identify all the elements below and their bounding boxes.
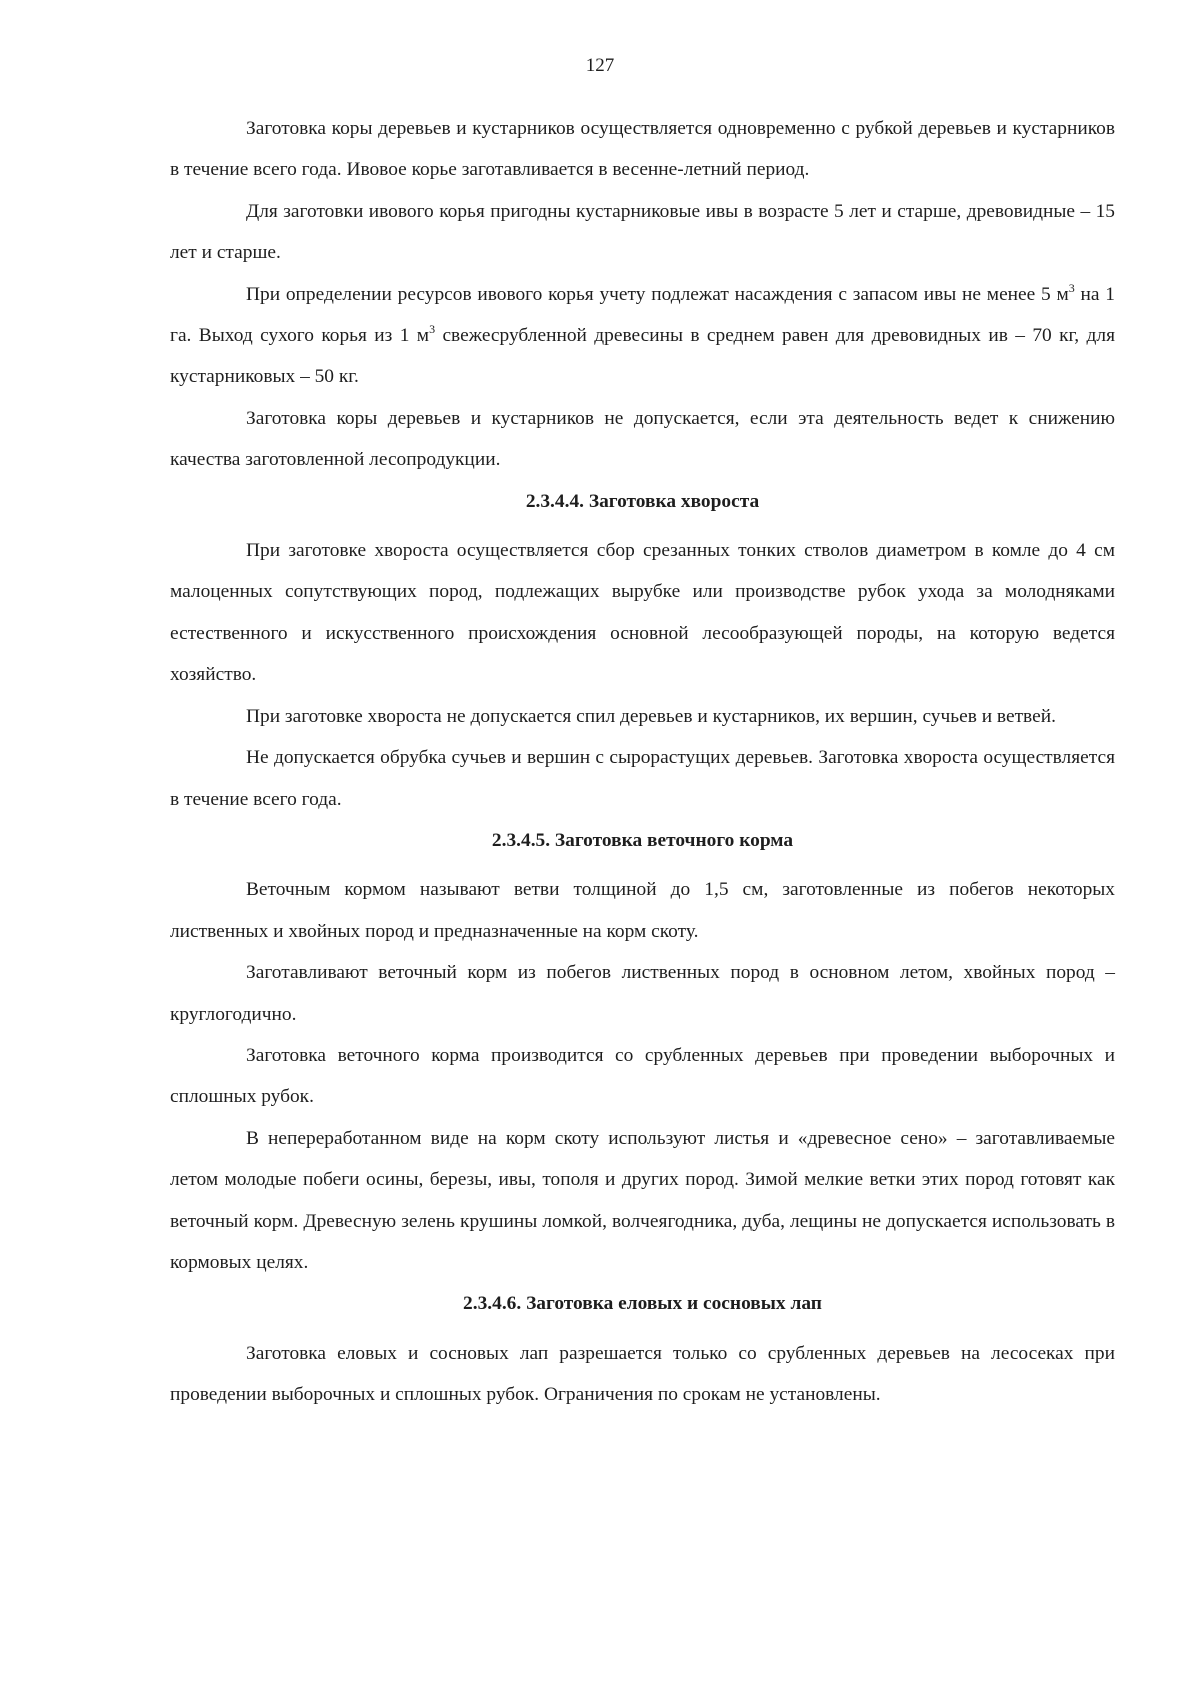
superscript: 3 [1068, 280, 1075, 295]
paragraph-fodder-source: Заготовка веточного корма производится со срубленных деревьев при проведении выборочных и сплошных рубок. [170, 1044, 1115, 1108]
paragraph-willow-age: Для заготовки ивового корья пригодны кустарниковые ивы в возрасте 5 лет и старше, древовидные – 15 лет и старше. [170, 200, 1115, 264]
heading-brushwood: 2.3.4.4. Заготовка хвороста [525, 490, 760, 512]
paragraph-brushwood-season: Не допускается обрубка сучьев и вершин с сырорастущих деревьев. Заготовка хвороста осуществляется в течение всего года. [170, 747, 1115, 810]
text-run: свежесрубленной древесины в среднем равен для древовидных ив – 70 кг, для кустарниковых – 50 кг. [170, 325, 1115, 388]
heading-branch-fodder: 2.3.4.5. Заготовка веточного корма [491, 829, 794, 851]
text-run: на 1 га. Выход сухого корья из 1 м [170, 283, 1115, 347]
paragraph-bark-restriction: Заготовка коры деревьев и кустарников не допускается, если эта деятельность ведет к снижению качества заготовленной лесопродукции. [170, 407, 1115, 471]
paragraph-conifer-harvest: Заготовка еловых и сосновых лап разрешается только со срубленных деревьев на лесосеках при проведении выборочных и сплошных рубок. Ограничения по срокам не установлены. [170, 1342, 1115, 1406]
text-run: При определении ресурсов ивового корья учету подлежат насаждения с запасом ивы не менее 5 м [246, 283, 1069, 305]
paragraph-fodder-raw: В непереработанном виде на корм скоту используют листья и «древесное сено» – заготавливаемые летом молодые побеги осины, березы, ивы, тополя и других пород. Зимой мелкие ветки этих пород готовят как веточный корм. Древесную зелень крушины ломкой, волчеягодника, дуба, лещины не допускается использовать в кормовых целях. [170, 1127, 1115, 1273]
document-body [170, 108, 1115, 1416]
paragraph-fodder-definition: Веточным кормом называют ветви толщиной до 1,5 см, заготовленные из побегов некоторых лиственных и хвойных пород и предназначенные на корм скоту. [170, 879, 1115, 942]
page-number: 127 [585, 55, 615, 76]
paragraph-fodder-season: Заготавливают веточный корм из побегов лиственных пород в основном летом, хвойных пород – круглогодично. [170, 962, 1115, 1025]
paragraph-willow-resources [170, 274, 1115, 398]
paragraph-brushwood-prohibition: При заготовке хвороста не допускается спил деревьев и кустарников, их вершин, сучьев и ветвей. [246, 705, 1056, 727]
paragraph-brushwood-collection: При заготовке хвороста осуществляется сбор срезанных тонких стволов диаметром в комле до 4 см малоценных сопутствующих пород, подлежащих вырубке или производстве рубок ухода за молодняками естественного и искусственного происхождения основной лесообразующей породы, на которую ведется хозяйство. [170, 540, 1115, 686]
superscript: 3 [429, 322, 436, 337]
paragraph-bark-harvest: Заготовка коры деревьев и кустарников осуществляется одновременно с рубкой деревьев и кустарников в течение всего года. Ивовое корье заготавливается в весенне-летний период. [170, 118, 1115, 181]
heading-conifer-branches: 2.3.4.6. Заготовка еловых и сосновых лап [463, 1293, 822, 1315]
